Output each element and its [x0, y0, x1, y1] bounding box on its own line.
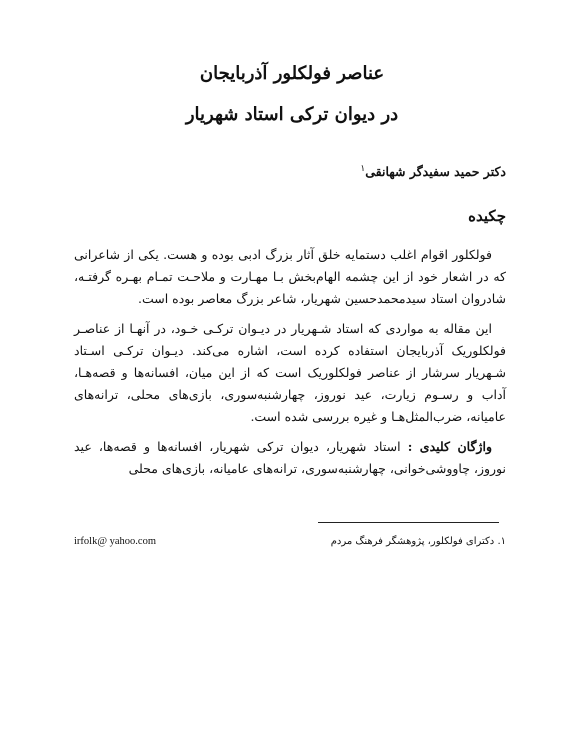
abstract-paragraph-1-text: فولکلور اقوام اغلب دستمایه خلق آثار بزرگ ادبی بوده و هست. یکی از شاعرانی که در اشعار خود از این چشمه الهام‌بخش بـا مهـارت و ملاحـت تمـام بهـره گرفتـه، شادروان استاد سیدمحمدحسین شهریار، شاعر بزرگ معاصر بوده است.	[74, 247, 506, 306]
author-name: دکتر حمید سفیدگر شهانقی	[365, 164, 506, 179]
footnote	[74, 534, 506, 550]
keywords-label: واژگان کلیدی :	[407, 439, 492, 454]
title-line-2: در دیوان ترکی استاد شهریار	[185, 104, 399, 125]
abstract-paragraph-1	[74, 244, 506, 310]
keywords-text: استاد شهریار، دیوان ترکی شهریار، افسانه‌ها و قصه‌ها، عید نوروز، چاووشی‌خوانی، چهارشنبه‌سوری، ترانه‌های عامیانه، بازی‌های محلی	[74, 439, 506, 476]
footnote-divider	[318, 522, 499, 523]
title-line-1: عناصر فولکلور آذربایجان	[199, 63, 385, 84]
footnote-email: irfolk@ yahoo.com	[74, 536, 156, 547]
author-footnote-mark: ۱	[360, 163, 366, 174]
abstract-paragraph-2	[74, 318, 506, 428]
abstract-paragraph-2-text: این مقاله به مواردی که استاد شـهریار در دیـوان ترکـی خـود، در آنهـا از عناصـر فولکلوریک آذربایجان استفاده کرده است، اشاره می‌کند. دیـوان ترکـی اسـتاد شـهریار سرشار از عناصر فولکلوریک است که از این میان، افسانه‌ها و قصه‌هـا، آداب و رسـوم زیارت، عید نوروز، چهارشنبه‌سوری، بازی‌های محلی، ترانه‌های عامیانه، ضرب‌المثل‌هـا و غیره بررسی شده است.	[74, 321, 506, 424]
footnote-text: ۱. دکترای فولکلور، پژوهشگر فرهنگ مردم	[330, 536, 506, 547]
author	[360, 163, 506, 181]
abstract-heading: چکیده	[468, 207, 506, 225]
keywords-paragraph	[74, 436, 506, 480]
